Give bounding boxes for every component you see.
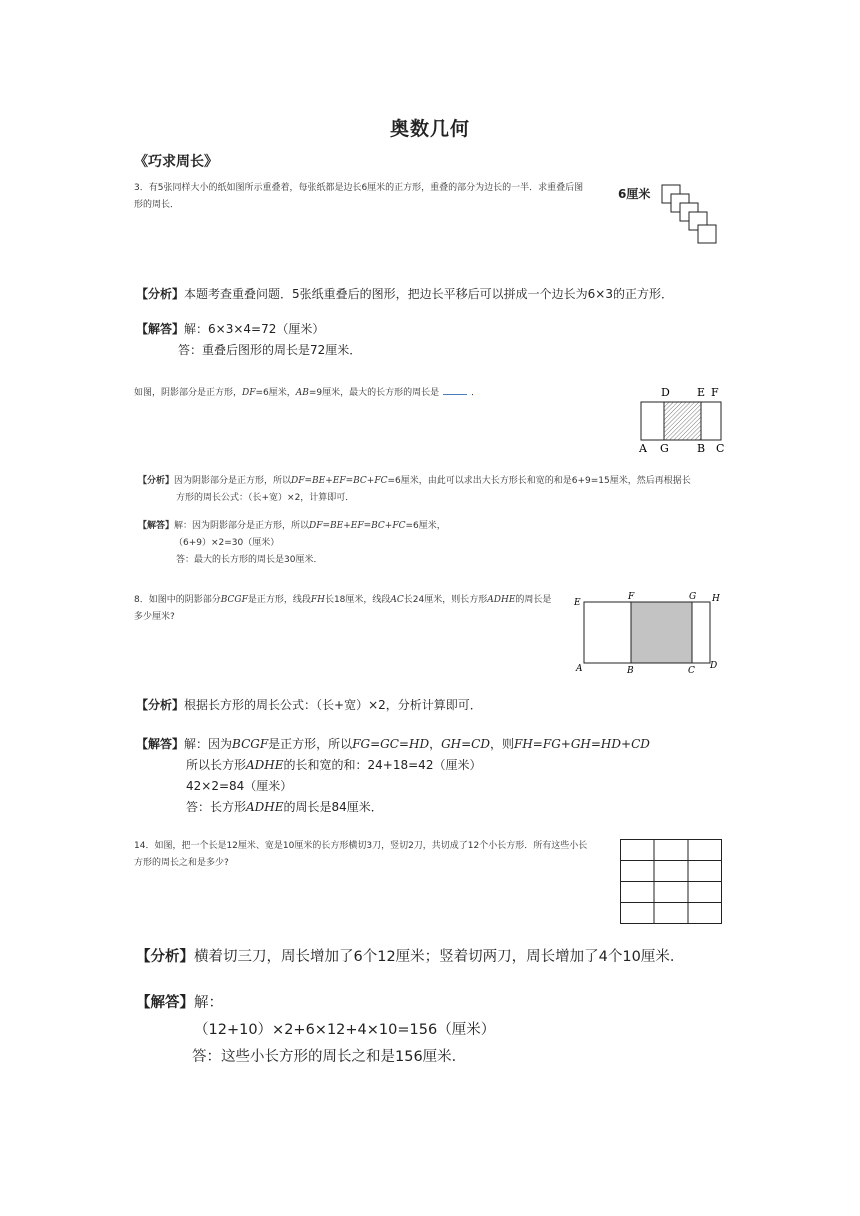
solution-line-2: （6+9）×2=30（厘米） xyxy=(174,538,280,548)
q-math-ab: AB xyxy=(295,388,309,398)
q-text-e: 的周长是 xyxy=(515,595,552,605)
problem-3-solution xyxy=(136,319,361,361)
problem-14-solution xyxy=(136,990,826,1071)
solution-line-3: 答：最大的长方形的周长是30厘米． xyxy=(176,555,323,565)
problem-8-line-2: 多少厘米? xyxy=(134,612,175,622)
label-b: B xyxy=(627,666,634,676)
q-text-a: 8．如图中的阴影部分 xyxy=(134,595,221,605)
sol-line-3: 42×2=84（厘米） xyxy=(186,779,293,793)
sol2-text-b: 的长和宽的和：24+18=42（厘米） xyxy=(283,758,482,772)
q-math-3: AC xyxy=(390,595,404,605)
square-problem-analysis xyxy=(138,473,738,507)
problem-3-line-1: 3．有5张同样大小的纸如图所示重叠着，每张纸都是边长6厘米的正方形，重叠的部分为边长的一半．求重叠后图 xyxy=(134,183,584,193)
square-5 xyxy=(698,225,716,243)
analysis-text-a: 因为阴影部分是正方形，所以 xyxy=(174,476,292,486)
label-d: D xyxy=(710,661,718,671)
square-problem-question xyxy=(134,385,614,402)
q-math-df: DF xyxy=(242,388,256,398)
problem-3-line-2: 形的周长． xyxy=(134,200,180,210)
solution-text-a: 解：因为阴影部分是正方形，所以 xyxy=(174,521,310,531)
sol-text-a: 解：因为 xyxy=(184,737,233,751)
sol-math-3: GH=CD xyxy=(441,737,490,751)
rectangle-adhe-figure xyxy=(570,590,726,676)
solution-text: 解： xyxy=(194,995,223,1011)
label-c: C xyxy=(716,442,725,455)
problem-8-solution xyxy=(136,734,776,818)
page-title: 奥数几何 xyxy=(389,118,470,140)
problem-8-question xyxy=(134,592,584,626)
grid-rectangle-figure xyxy=(618,837,724,926)
label-f: F xyxy=(711,386,719,399)
answer-blank xyxy=(443,394,467,395)
q-text-b: =6厘米， xyxy=(255,388,296,398)
section-heading: 《巧求周长》 xyxy=(134,154,218,170)
solution-tag: 【解答】 xyxy=(136,737,185,751)
problem-3-question xyxy=(134,180,614,214)
solution-tag: 【解答】 xyxy=(136,322,185,336)
problem-14-line-1: 14．如图，把一个长是12厘米、宽是10厘米的长方形横切3刀，竖切2刀，共切成了12个小长方形．所有这些小长 xyxy=(134,841,588,851)
sol-math-4: FH=FG+GH=HD+CD xyxy=(514,737,650,751)
sol-math-1: BCGF xyxy=(232,737,269,751)
q-text-b: 是正方形，线段 xyxy=(247,595,311,605)
label-a: A xyxy=(576,664,583,674)
problem-14-analysis xyxy=(136,944,826,971)
sol2-math: ADHE xyxy=(246,758,284,772)
sol-text-b: 是正方形，所以 xyxy=(268,737,353,751)
solution-math: DF=BE+EF=BC+FC xyxy=(309,521,406,531)
sol2-text-a: 所以长方形 xyxy=(186,758,247,772)
label-c: C xyxy=(688,666,695,676)
problem-14-line-2: 方形的周长之和是多少? xyxy=(134,858,229,868)
q-math-2: FH xyxy=(310,595,325,605)
overlapping-squares-figure xyxy=(660,182,724,248)
problem-3-analysis xyxy=(136,284,776,305)
label-e: E xyxy=(574,598,581,608)
problem-8-analysis xyxy=(136,695,776,716)
solution-line-3: 答：这些小长方形的周长之和是156厘米． xyxy=(192,1049,467,1065)
label-e: E xyxy=(697,386,706,399)
q-text-d: 长24厘米，则长方形 xyxy=(403,595,488,605)
shaded-square-figure xyxy=(636,384,732,456)
solution-line-2: （12+10）×2+6×12+4×10=156（厘米） xyxy=(194,1022,496,1038)
analysis-tag: 【分析】 xyxy=(136,287,185,301)
sol-math-2: FG=GC=HD xyxy=(352,737,430,751)
label-b: B xyxy=(697,442,706,455)
solution-line-2: 答：重叠后图形的周长是72厘米． xyxy=(178,343,362,357)
sol4-text-a: 答：长方形 xyxy=(186,800,247,814)
label-g: G xyxy=(689,592,697,602)
label-a: A xyxy=(639,442,647,455)
analysis-text: 横着切三刀，周长增加了6个12厘米；竖着切两刀，周长增加了4个10厘米． xyxy=(194,949,685,965)
solution-line-1: 解：6×3×4=72（厘米） xyxy=(184,322,325,336)
q-text-a: 如图，阴影部分是正方形， xyxy=(134,388,243,398)
solution-tag: 【解答】 xyxy=(138,521,175,531)
q-math-1: BCGF xyxy=(220,595,248,605)
sol4-text-b: 的周长是84厘米． xyxy=(283,800,383,814)
solution-text-b: =6厘米， xyxy=(405,521,446,531)
shaded-square xyxy=(664,402,701,440)
problem-3-figure-label: 6厘米 xyxy=(618,187,651,201)
analysis-text: 根据长方形的周长公式：（长+宽）×2，分析计算即可． xyxy=(184,698,482,712)
label-h: H xyxy=(712,594,720,604)
q-math-4: ADHE xyxy=(487,595,516,605)
q-text-c: =9厘米，最大的长方形的周长是 xyxy=(308,388,440,398)
analysis-tag: 【分析】 xyxy=(136,698,185,712)
q-text-c: 长18厘米，线段 xyxy=(324,595,391,605)
analysis-text-b: =6厘米，由此可以求出大长方形长和宽的和是6+9=15厘米，然后再根据长 xyxy=(387,476,691,486)
analysis-text: 本题考查重叠问题．5张纸重叠后的图形，把边长平移后可以拼成一个边长为6×3的正方形． xyxy=(184,287,673,301)
label-g: G xyxy=(660,442,669,455)
problem-14-question xyxy=(134,838,614,872)
sol-text-c: ， xyxy=(429,737,442,751)
q-text-d: ． xyxy=(471,388,481,398)
analysis-tag: 【分析】 xyxy=(138,476,175,486)
sol-text-d: ，则 xyxy=(490,737,515,751)
shaded-square-bcgf xyxy=(631,602,692,663)
label-f: F xyxy=(628,592,635,602)
label-d: D xyxy=(661,386,670,399)
solution-tag: 【解答】 xyxy=(136,995,194,1011)
square-problem-solution xyxy=(138,518,738,569)
analysis-line-2: 方形的周长公式：（长+宽）×2，计算即可． xyxy=(176,493,355,503)
analysis-tag: 【分析】 xyxy=(136,949,194,965)
analysis-math: DF=BE+EF=BC+FC xyxy=(291,476,388,486)
sol4-math: ADHE xyxy=(246,800,284,814)
